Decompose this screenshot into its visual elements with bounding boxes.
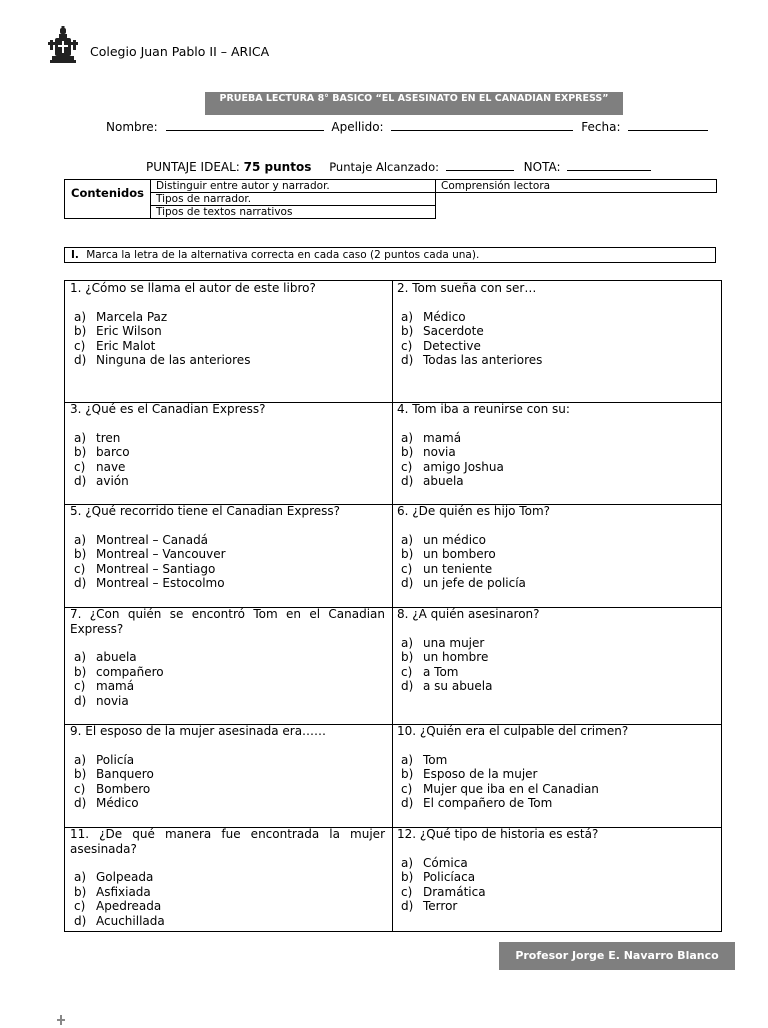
option-letter: a) [401,532,414,547]
option-list [397,431,715,489]
puntaje-ideal-label: PUNTAJE IDEAL: [146,160,240,174]
apellido-label: Apellido: [331,120,384,134]
puntaje-alcanzado-label: Puntaje Alcanzado: [329,160,439,174]
option-text: barco [96,445,130,460]
option-letter: d) [401,679,414,694]
option-text: Golpeada [96,870,154,885]
answer-option[interactable] [401,474,715,489]
answer-option[interactable] [74,430,385,446]
answer-option[interactable] [401,532,715,548]
answer-option[interactable] [74,664,385,680]
option-text: una mujer [423,635,485,650]
answer-option[interactable] [401,679,715,694]
option-text: Médico [96,796,139,811]
option-letter: c) [74,561,86,576]
option-letter: d) [74,474,87,489]
answer-option[interactable] [74,650,385,665]
option-letter: c) [401,459,413,474]
option-letter: d) [74,796,87,811]
option-letter: d) [74,576,87,591]
option-letter: c) [74,781,86,796]
option-text: Eric Wilson [96,324,162,339]
option-letter: b) [401,324,414,339]
option-text: Esposo de la mujer [423,767,538,782]
question-text: 3. ¿Qué es el Canadian Express? [70,402,266,416]
answer-option[interactable] [401,664,715,680]
option-letter: c) [401,664,413,679]
answer-option[interactable] [74,693,385,709]
question-1 [64,280,391,401]
skill-cell: Comprensión lectora [435,179,717,193]
option-text: Eric Malot [96,338,156,353]
content-item: Tipos de narrador. [150,192,436,206]
option-letter: a) [74,752,87,767]
crest-icon [46,26,80,66]
puntaje-alcanzado-field[interactable] [446,159,514,171]
option-list [70,533,385,591]
question-text: 4. Tom iba a reunirse con su: [397,402,570,416]
option-text: Mujer que iba en el Canadian [423,781,599,796]
question-6 [391,503,721,606]
option-text: El compañero de Tom [423,796,553,811]
option-letter: b) [74,324,87,339]
option-letter: c) [401,884,413,899]
question-4 [391,401,721,503]
answer-option[interactable] [401,324,715,339]
option-letter: b) [401,650,414,665]
option-text: avión [96,474,129,489]
option-letter: a) [401,309,414,324]
answer-option[interactable] [401,796,715,811]
answer-option[interactable] [401,430,715,446]
answer-option[interactable] [74,679,385,694]
question-2 [391,280,721,401]
answer-option[interactable] [74,474,385,489]
option-letter: a) [401,430,414,445]
question-text: 1. ¿Cómo se llama el autor de este libro? [70,281,316,295]
option-letter: c) [401,781,413,796]
option-letter: d) [74,353,87,368]
question-12 [391,826,721,932]
answer-option[interactable] [401,459,715,475]
answer-option[interactable] [74,913,385,929]
option-text: abuela [423,474,464,489]
option-letter: c) [401,561,413,576]
question-10 [391,723,721,826]
option-letter: b) [401,767,414,782]
student-info-row [106,119,708,134]
option-text: mamá [423,430,462,445]
option-text: Montreal – Santiago [96,561,216,576]
option-text: Tom [423,752,448,767]
option-letter: d) [401,576,414,591]
option-list [70,431,385,489]
option-text: Detective [423,338,481,353]
option-list [397,753,715,811]
option-list [397,856,715,914]
option-text: Apedreada [96,899,162,914]
option-text: Médico [423,309,466,324]
answer-option[interactable] [401,870,715,885]
answer-option[interactable] [401,309,715,325]
crest-icon [56,1014,66,1024]
answer-option[interactable] [401,353,715,368]
answer-option[interactable] [401,781,715,797]
option-text: mamá [96,679,135,694]
content-item: Distinguir entre autor y narrador. [150,179,436,193]
option-text: Dramática [423,884,486,899]
answer-option[interactable] [74,870,385,885]
fecha-field[interactable] [628,119,708,131]
option-text: Cómica [423,855,468,870]
option-text: Montreal – Vancouver [96,547,226,562]
question-11 [64,826,391,932]
answer-option[interactable] [74,532,385,548]
option-letter: a) [401,855,414,870]
answer-option[interactable] [74,338,385,354]
option-text: abuela [96,650,137,665]
option-text: un hombre [423,650,489,665]
contents-table [64,179,717,220]
option-text: Bombero [96,781,151,796]
answer-option[interactable] [401,547,715,562]
option-text: novia [96,693,129,708]
option-letter: b) [74,445,87,460]
answer-option[interactable] [74,547,385,562]
question-text: 7. ¿Con quién se encontró Tom en el Canadian Express? [70,607,385,636]
option-letter: b) [401,547,414,562]
option-list [70,753,385,811]
option-letter: a) [74,532,87,547]
option-letter: b) [74,884,87,899]
option-letter: c) [74,459,86,474]
option-letter: d) [401,796,414,811]
option-letter: b) [401,870,414,885]
question-8 [391,606,721,723]
option-list [70,870,385,928]
option-letter: a) [401,752,414,767]
question-3 [64,401,391,503]
nombre-label: Nombre: [106,120,158,134]
exam-title: PRUEBA LECTURA 8° BASICO “EL ASESINATO EN EL CANADIAN EXPRESS” [205,92,623,115]
option-letter: d) [74,913,87,928]
answer-option[interactable] [74,324,385,339]
option-text: Acuchillada [96,913,165,928]
question-text: 9. El esposo de la mujer asesinada era…… [70,724,327,738]
option-text: tren [96,430,121,445]
question-7 [64,606,391,723]
question-text: 6. ¿De quién es hijo Tom? [397,504,550,518]
puntaje-ideal-value: 75 puntos [243,160,312,174]
question-text: 8. ¿A quién asesinaron? [397,607,540,621]
answer-option[interactable] [401,884,715,900]
option-text: Montreal – Estocolmo [96,576,225,591]
nota-field[interactable] [567,159,651,171]
option-letter: b) [74,547,87,562]
option-letter: c) [74,338,86,353]
score-row [146,159,651,174]
answer-option[interactable] [74,752,385,768]
option-text: un médico [423,532,486,547]
answer-option[interactable] [401,576,715,591]
option-text: Terror [423,899,458,914]
school-name: Colegio Juan Pablo II – ARICA [90,44,270,59]
answer-option[interactable] [74,353,385,368]
answer-option[interactable] [401,767,715,782]
option-text: un teniente [423,561,493,576]
apellido-field[interactable] [391,119,573,131]
option-letter: d) [401,474,414,489]
answer-option[interactable] [74,459,385,475]
option-letter: c) [401,338,413,353]
answer-option[interactable] [74,899,385,914]
question-text: 5. ¿Qué recorrido tiene el Canadian Express? [70,504,341,518]
option-letter: a) [74,650,87,665]
instruction-box [64,247,716,263]
fecha-label: Fecha: [581,120,621,134]
answer-option[interactable] [401,445,715,460]
option-text: a Tom [423,664,459,679]
option-list [397,533,715,591]
option-text: compañero [96,664,164,679]
answer-option[interactable] [74,309,385,325]
option-text: un jefe de policía [423,576,526,591]
option-letter: c) [74,679,86,694]
option-text: Todas las anteriores [423,353,543,368]
question-text: 10. ¿Quién era el culpable del crimen? [397,724,629,738]
answer-option[interactable] [74,445,385,460]
option-text: Montreal – Canadá [96,532,209,547]
option-letter: b) [74,767,87,782]
option-letter: a) [74,870,87,885]
option-text: Asfixiada [96,884,151,899]
option-letter: a) [74,309,87,324]
option-list [397,636,715,694]
content-item: Tipos de textos narrativos [150,205,436,219]
answer-option[interactable] [74,767,385,782]
option-list [397,310,715,368]
option-text: Ninguna de las anteriores [96,353,251,368]
answer-option[interactable] [74,576,385,591]
question-text: 2. Tom sueña con ser… [397,281,537,295]
option-text: Policía [96,752,135,767]
question-text: 12. ¿Qué tipo de historia es está? [397,827,599,841]
answer-option[interactable] [401,650,715,665]
option-letter: b) [401,445,414,460]
answer-option[interactable] [401,855,715,871]
option-text: Banquero [96,767,154,782]
option-text: Marcela Paz [96,309,168,324]
option-text: un bombero [423,547,496,562]
answer-option[interactable] [401,635,715,651]
answer-option[interactable] [401,561,715,577]
option-text: amigo Joshua [423,459,504,474]
nombre-field[interactable] [166,119,324,131]
answer-option[interactable] [401,338,715,354]
answer-option[interactable] [74,796,385,811]
answer-option[interactable] [401,899,715,914]
option-letter: a) [401,635,414,650]
answer-option[interactable] [74,561,385,577]
question-text: 11. ¿De qué manera fue encontrada la mujer asesinada? [70,827,385,856]
question-5 [64,503,391,606]
answer-option[interactable] [74,884,385,900]
section-number: I. [71,249,79,261]
option-letter: c) [74,899,86,914]
answer-option[interactable] [401,752,715,768]
contents-label: Contenidos [64,179,151,219]
teacher-signature: Profesor Jorge E. Navarro Blanco [499,942,735,970]
option-letter: d) [74,693,87,708]
option-list [70,310,385,368]
option-text: Policíaca [423,870,476,885]
option-text: a su abuela [423,679,493,694]
option-text: Sacerdote [423,324,484,339]
option-text: novia [423,445,456,460]
question-9 [64,723,391,826]
option-text: nave [96,459,126,474]
nota-label: NOTA: [523,160,561,174]
answer-option[interactable] [74,781,385,797]
instruction-text: Marca la letra de la alternativa correcta en cada caso (2 puntos cada una). [86,249,480,261]
option-letter: d) [401,899,414,914]
option-list [70,650,385,708]
option-letter: b) [74,664,87,679]
option-letter: a) [74,430,87,445]
option-letter: d) [401,353,414,368]
